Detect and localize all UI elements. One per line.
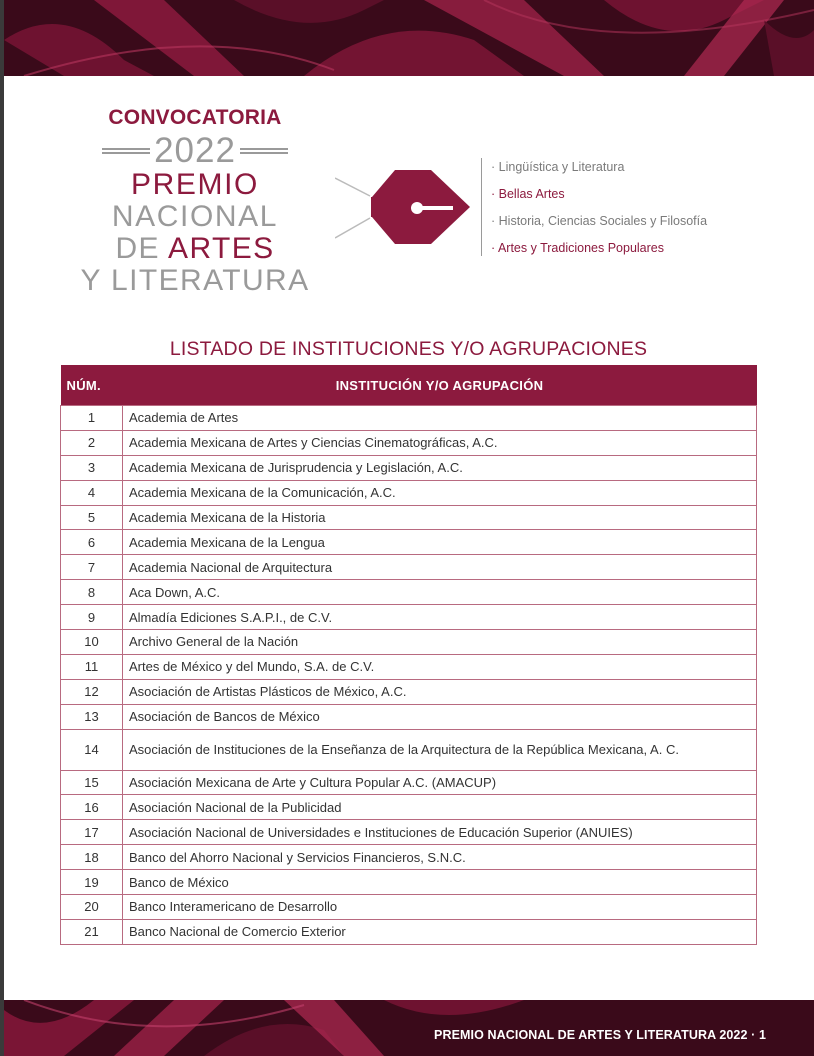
table-row xyxy=(61,605,757,630)
table-row xyxy=(61,895,757,920)
year-row xyxy=(60,132,330,170)
row-institution-name: Academia Nacional de Arquitectura xyxy=(123,555,757,580)
page-edge xyxy=(0,0,4,1056)
table-row xyxy=(61,455,757,480)
category-linguistica: · Lingüística y Literatura xyxy=(491,160,625,174)
row-institution-name: Academia Mexicana de la Comunicación, A.C. xyxy=(123,480,757,505)
table-header-row xyxy=(61,365,757,406)
row-number: 15 xyxy=(61,770,123,795)
table-row xyxy=(61,729,757,770)
row-number: 3 xyxy=(61,455,123,480)
top-banner-pattern xyxy=(4,0,814,76)
table-row xyxy=(61,704,757,729)
year-label: 2022 xyxy=(154,131,236,170)
category-artes-tradiciones: · Artes y Tradiciones Populares xyxy=(491,241,664,255)
row-institution-name: Aca Down, A.C. xyxy=(123,580,757,605)
table-row xyxy=(61,845,757,870)
table-body xyxy=(61,406,757,945)
table-row xyxy=(61,919,757,944)
table-row xyxy=(61,530,757,555)
row-institution-name: Asociación Nacional de la Publicidad xyxy=(123,795,757,820)
title-literatura: Y LITERATURA xyxy=(80,264,310,297)
row-number: 8 xyxy=(61,580,123,605)
table-row xyxy=(61,795,757,820)
row-number: 21 xyxy=(61,919,123,944)
row-number: 11 xyxy=(61,654,123,679)
header-institution: INSTITUCIÓN Y/O AGRUPACIÓN xyxy=(123,365,757,406)
row-number: 17 xyxy=(61,820,123,845)
category-historia: · Historia, Ciencias Sociales y Filosofía xyxy=(491,214,708,228)
row-institution-name: Banco de México xyxy=(123,870,757,895)
row-institution-name: Academia Mexicana de la Historia xyxy=(123,505,757,530)
row-institution-name: Banco Interamericano de Desarrollo xyxy=(123,895,757,920)
year-line-right xyxy=(240,148,288,154)
row-institution-name: Asociación de Instituciones de la Enseñanza de la Arquitectura de la República Mexicana, A. C. xyxy=(123,729,757,770)
row-institution-name: Almadía Ediciones S.A.P.I., de C.V. xyxy=(123,605,757,630)
row-number: 12 xyxy=(61,679,123,704)
row-institution-name: Asociación Nacional de Universidades e Instituciones de Educación Superior (ANUIES) xyxy=(123,820,757,845)
row-number: 6 xyxy=(61,530,123,555)
row-institution-name: Academia Mexicana de Artes y Ciencias Cinematográficas, A.C. xyxy=(123,430,757,455)
title-artes: ARTES xyxy=(168,232,275,265)
table-row xyxy=(61,505,757,530)
bottom-banner xyxy=(4,1000,814,1056)
table-row xyxy=(61,430,757,455)
row-number: 1 xyxy=(61,406,123,431)
title-de: DE xyxy=(115,232,160,265)
categories-list xyxy=(491,158,707,266)
title-premio: PREMIO xyxy=(131,168,259,201)
title-nacional: NACIONAL xyxy=(111,200,279,233)
row-number: 7 xyxy=(61,555,123,580)
year-line-left xyxy=(102,148,150,154)
title-de-artes xyxy=(60,233,330,265)
row-institution-name: Asociación Mexicana de Arte y Cultura Popular A.C. (AMACUP) xyxy=(123,770,757,795)
row-number: 4 xyxy=(61,480,123,505)
row-institution-name: Banco del Ahorro Nacional y Servicios Financieros, S.N.C. xyxy=(123,845,757,870)
row-number: 13 xyxy=(61,704,123,729)
header-num: NÚM. xyxy=(61,365,123,406)
categories-divider xyxy=(481,158,482,256)
row-institution-name: Artes de México y del Mundo, S.A. de C.V. xyxy=(123,654,757,679)
row-institution-name: Archivo General de la Nación xyxy=(123,630,757,655)
row-number: 9 xyxy=(61,605,123,630)
list-title: LISTADO DE INSTITUCIONES Y/O AGRUPACIONES xyxy=(169,338,648,360)
table-row xyxy=(61,679,757,704)
institutions-table xyxy=(60,365,757,945)
row-number: 14 xyxy=(61,729,123,770)
pen-nib-hexagon-icon xyxy=(335,166,475,248)
row-number: 5 xyxy=(61,505,123,530)
row-institution-name: Academia Mexicana de la Lengua xyxy=(123,530,757,555)
row-number: 2 xyxy=(61,430,123,455)
table-row xyxy=(61,820,757,845)
row-number: 10 xyxy=(61,630,123,655)
row-number: 20 xyxy=(61,895,123,920)
table-row xyxy=(61,555,757,580)
row-number: 16 xyxy=(61,795,123,820)
top-banner xyxy=(4,0,814,76)
category-bellas-artes: · Bellas Artes xyxy=(491,187,565,201)
row-institution-name: Academia Mexicana de Jurisprudencia y Legislación, A.C. xyxy=(123,455,757,480)
row-institution-name: Banco Nacional de Comercio Exterior xyxy=(123,919,757,944)
table-row xyxy=(61,654,757,679)
convocatoria-label: CONVOCATORIA xyxy=(108,106,282,129)
row-number: 18 xyxy=(61,845,123,870)
table-row xyxy=(61,630,757,655)
row-institution-name: Asociación de Bancos de México xyxy=(123,704,757,729)
title-block xyxy=(60,106,330,297)
table-row xyxy=(61,870,757,895)
row-number: 19 xyxy=(61,870,123,895)
row-institution-name: Asociación de Artistas Plásticos de México, A.C. xyxy=(123,679,757,704)
row-institution-name: Academia de Artes xyxy=(123,406,757,431)
table-row xyxy=(61,406,757,431)
table-row xyxy=(61,580,757,605)
table-row xyxy=(61,480,757,505)
table-row xyxy=(61,770,757,795)
footer-text: PREMIO NACIONAL DE ARTES Y LITERATURA 2022 · 1 xyxy=(434,1028,766,1042)
